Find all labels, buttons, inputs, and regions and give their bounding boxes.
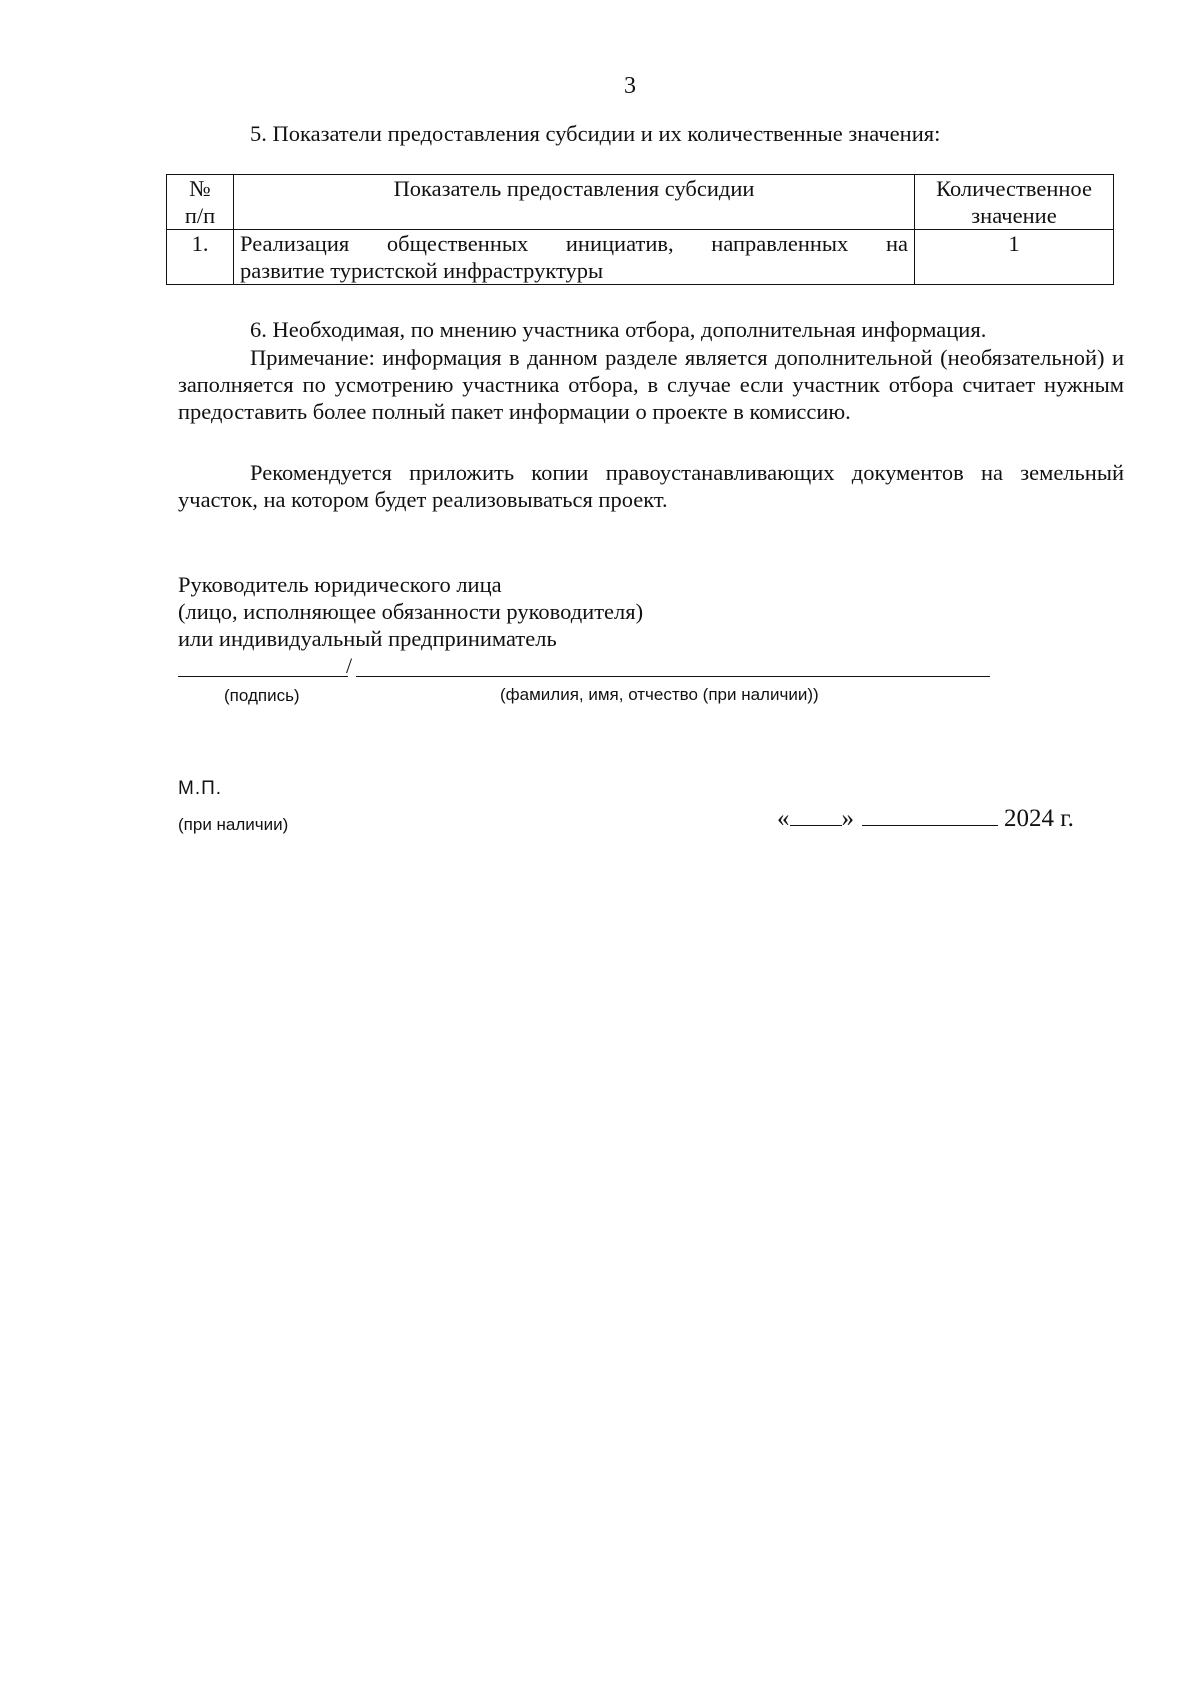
stamp-note: (при наличии) [178,815,289,834]
signature-caption: (подпись) [224,686,300,705]
row-num: 1. [167,230,234,285]
signatory-line3: или индивидуальный предприниматель [178,626,557,651]
table-header-row [167,175,1114,230]
section6-note: Примечание: информация в данном разделе является дополнительной (необязательной) и заполняется по усмотрению участника отбора, в случае если участник отбора считает нужным предоставить более полный пакет информации о проекте в комиссию. [178,345,1124,424]
signatory-line2: (лицо, исполняющее обязанности руководителя) [178,599,644,624]
date-year: 2024 г. [1004,805,1074,832]
signature-line[interactable] [178,676,348,677]
signature-separator: / [346,653,353,678]
date-row [777,803,1074,834]
full-name-line[interactable] [356,676,990,677]
subsidy-indicators-table [166,174,1114,285]
page-number: 3 [624,73,636,99]
signatory-block [178,571,643,652]
row-indicator: Реализация общественных инициатив, направленных на развитие туристской инфраструктуры [234,230,915,285]
section6-heading: 6. Необходимая, по мнению участника отбора, дополнительная информация. [250,317,987,342]
header-num: № п/п [167,175,234,230]
signatory-line1: Руководитель юридического лица [178,572,502,597]
section5-heading: 5. Показатели предоставления субсидии и их количественные значения: [250,121,941,146]
row-value: 1 [915,230,1114,285]
stamp-label: М.П. [178,778,223,799]
full-name-caption: (фамилия, имя, отчество (при наличии)) [500,685,819,704]
date-day-blank[interactable] [790,803,842,826]
header-indicator: Показатель предоставления субсидии [234,175,915,230]
section6-recommendation: Рекомендуется приложить копии правоустанавливающих документов на земельный участок, на котором будет реализовываться проект. [178,460,1124,512]
date-open-quote: « [777,805,790,832]
header-value: Количественное значение [915,175,1114,230]
table-row [167,230,1114,285]
date-close-quote: » [841,805,854,832]
date-month-blank[interactable] [862,803,998,826]
